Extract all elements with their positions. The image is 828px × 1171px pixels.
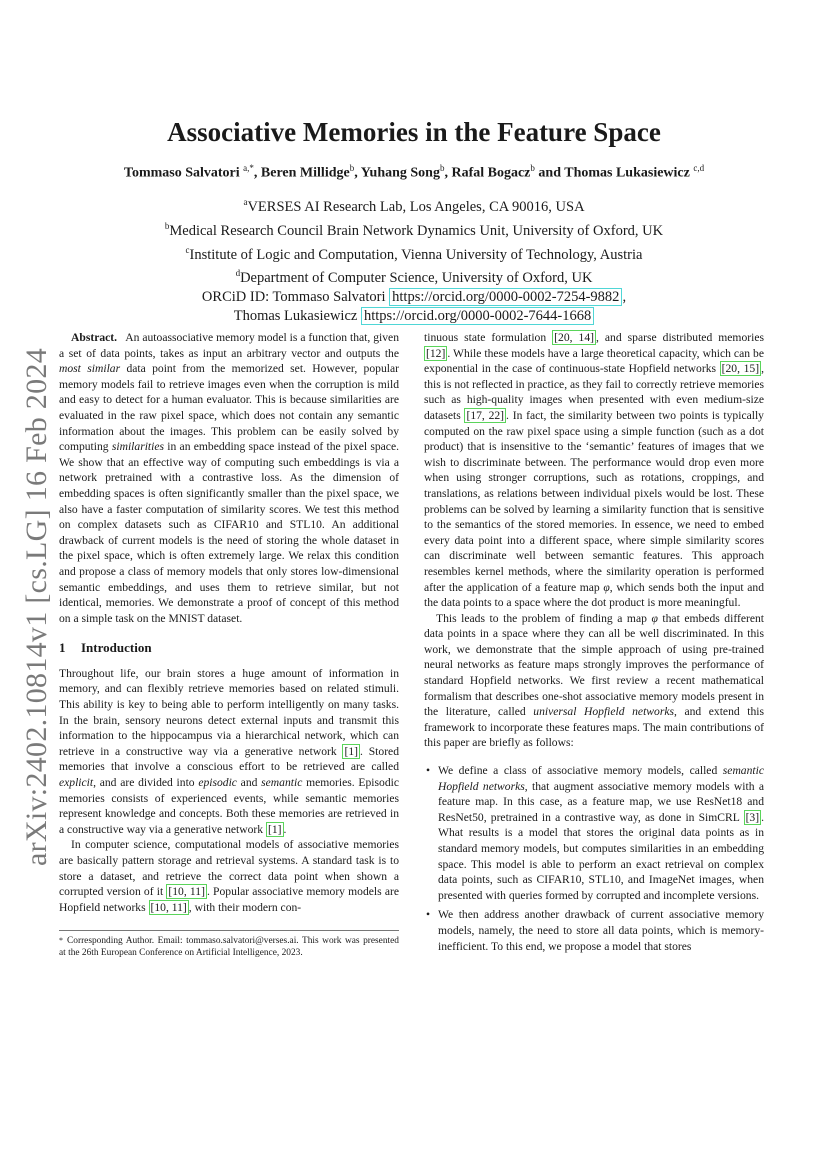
citation-link[interactable]: [10, 11] bbox=[168, 885, 205, 899]
author-name: Rafal Bogacz bbox=[451, 165, 531, 181]
author-name: Tommaso Salvatori bbox=[123, 165, 240, 181]
orcid-line: Thomas Lukasiewicz https://orcid.org/0000-0002-7644-1668 bbox=[0, 307, 828, 326]
affiliation: $^b$Medical Research Council Brain Network Dynamics Unit, University of Oxford, UK bbox=[164, 220, 664, 239]
paper-title: Associative Memories in the Feature Space bbox=[167, 117, 661, 147]
affiliation-list bbox=[0, 193, 828, 326]
abstract-label: Abstract. bbox=[71, 331, 118, 344]
list-item: • We define a class of associative memory models, called semantic Hopfield networks, that augment associative memory models with a feature map. In this case, as a feature map, we use ResNet18 and ResNet50, pretrained in a contrastive way, as done in SimCRL [3] . What results is a model that stores the original data points as in standard memory models, but computes similarities in an embedding space. This model is able to perform an exact retrieval on complex data points, such as CIFAR10, STL10, and ImageNet images, when presented with queries formed by corrupted and incomplete versions. bbox=[426, 764, 764, 902]
contribution-list bbox=[424, 763, 764, 954]
author-affil-mark: b bbox=[349, 163, 355, 173]
intro-paragraph: In computer science, computational models of associative memories are basically pattern storage and retrieval systems. A standard task is to store a dataset, and retrieve the correct data point when shown a corrupted version of it [10, 11] . Popular associative memory models are Hopfield networks [10, 11] , with their modern con- bbox=[59, 838, 399, 914]
author-affil-mark: b bbox=[439, 163, 445, 173]
math-phi: φ bbox=[603, 580, 610, 594]
citation-link[interactable]: [20, 15] bbox=[721, 362, 760, 376]
citation-link[interactable]: [20, 14] bbox=[554, 331, 594, 344]
section-title: Introduction bbox=[81, 640, 152, 656]
citation-link[interactable]: [1] bbox=[268, 822, 282, 836]
body-paragraph: tinuous state formulation [20, 14] , and sparse distributed memories [12] . While these models have a large theoretical capacity, which can be exponential in the case of continuous-state Hopfield networks [20, 15] , this is not reflected in practice, as they fail to correctly retrieve memories such as high-quality images when presented with even medium-size datasets [17, 22] . In fact, the similarity between two points is typically computed on the raw pixel space using a simple function (such as a dot product) that is insensitive to the ‘semantic’ features of images that we wish to discriminate between. The performance would drop even more when using stronger corruptions, such as rotations, croppings, and translations, as relations between individual pixels would be lost. These problems can be solved by learning a similarity function that is sensitive to the semantics of the stored memories. In essence, we need to embed every data point into a different space, where simple similarity scores can discriminate well between semantic features. This approach resembles kernel methods, where the similarity operation is performed after the application of a feature map φ, which sends both the input and the data points to a space where the dot product is more meaningful. bbox=[424, 331, 765, 610]
left-column bbox=[59, 330, 399, 915]
orcid-line: ORCiD ID: Tommaso Salvatori https://orcid.org/0000-0002-7254-9882 , bbox=[201, 289, 627, 306]
abstract: Abstract. An autoassociative memory model is a function that, given a set of data points, takes as input an arbitrary vector and outputs the most similar data point from the memorized set. However, popular memory models fail to retrieve images even when the corruption is mild and easy to detect for a human evaluator. This is because similarities are evaluated in the raw pixel space, which does not contain any semantic information about the images. This problem can be easily solved by computing similarities in an embedding space instead of the pixel space. We show that an effective way of computing such embeddings is via a network pretrained with a contrastive loss. As the dimension of embedding spaces is often significantly smaller than the pixel space, we also have a faster computation of similarity scores. We test this method on complex datasets such as CIFAR10 and STL10. An additional drawback of current models is the need of storing the whole dataset in the pixel space, which is often extremely large. We relax this condition and propose a class of memory models that only stores low-dimensional semantic embeddings, and uses them to retrieve similar, but not identical, memories. We demonstrate a proof of concept of this method on a simple task on the MNIST dataset. bbox=[59, 331, 399, 625]
right-column bbox=[424, 330, 764, 958]
orcid-link-salvatori[interactable]: https://orcid.org/0000-0002-7254-9882 bbox=[389, 288, 622, 306]
arxiv-id: arXiv:2402.10814v1 [cs.LG] 16 Feb 2024 bbox=[20, 347, 53, 867]
author-name: Yuhang Song bbox=[360, 165, 440, 181]
citation-link[interactable]: [12] bbox=[426, 346, 446, 360]
arxiv-sidebar bbox=[20, 347, 53, 867]
footnote-mark: * bbox=[59, 936, 63, 945]
math-phi: φ bbox=[651, 611, 658, 625]
citation-link[interactable]: [17, 22] bbox=[466, 408, 505, 422]
author-affil-mark: a,* bbox=[243, 163, 254, 173]
bullet-icon: • bbox=[426, 764, 431, 778]
citation-link[interactable]: [1] bbox=[344, 744, 359, 758]
affiliation: $^c$Institute of Logic and Computation, Vienna University of Technology, Austria bbox=[185, 244, 643, 263]
section-number: 1 bbox=[59, 640, 66, 656]
intro-paragraph: Throughout life, our brain stores a huge amount of information in memory, and can flexibly retrieve memories based on related stimuli. This ability is key to being able to perform intelligently on many tasks. In the brain, sensory neurons detect external inputs and transmit this information to the hippocampus via a hierarchical network, which can retrieve in a constructive way via a generative network [1] . Stored memories that involve a conscious effort to be retrieved are called explicit, and are divided into episodic and semantic memories. Episodic memories consists of experienced events, while semantic memories represent knowledge and concepts. Both these memories are retrieved in a constructive way via a generative network [1] . bbox=[59, 666, 400, 836]
affiliation: $^a$VERSES AI Research Lab, Los Angeles, CA 90016, USA bbox=[243, 197, 585, 215]
footnote bbox=[59, 930, 399, 959]
footnote-text: Corresponding Author. Email: tommaso.salvatori@verses.ai. This work was presented at the 26th European Conference on Artificial Intelligence, 2023. bbox=[59, 936, 399, 958]
list-item: • We then address another drawback of current associative memory models, namely, the need to store all data points, which is memory-inefficient. To this end, we propose a model that stores bbox=[426, 908, 764, 953]
citation-link[interactable]: [10, 11] bbox=[150, 900, 187, 914]
author-affil-mark: b bbox=[530, 163, 535, 173]
bullet-icon: • bbox=[426, 908, 431, 922]
author-affil-mark: c,d bbox=[693, 163, 705, 173]
author-name: Thomas Lukasiewicz bbox=[564, 165, 690, 181]
body-paragraph: This leads to the problem of finding a map φ that embeds different data points in a space where they can all be well discriminated. In this work, we demonstrate that the simple approach of using pre-trained neural networks as feature maps strongly improves the performance of standard Hopfield networks. We first review a recent mathematical formalism that describes one-shot associative memory models present in the literature, called universal Hopfield networks, and extend this framework to incorporate these features maps. The main contributions of this paper are briefly as follows: bbox=[424, 611, 765, 750]
affiliation: $^d$Department of Computer Science, University of Oxford, UK bbox=[235, 268, 593, 287]
author-name: Beren Millidge bbox=[260, 165, 350, 181]
author-list: Tommaso Salvatori $^{a,*}$, Beren Millidge$^b$, Yuhang Song$^b$, Rafal Bogacz$^b$ and Thomas Lukasiewicz $^{c,d}$ bbox=[123, 163, 705, 181]
citation-link[interactable]: [3] bbox=[745, 810, 760, 824]
orcid-link-lukasiewicz[interactable]: https://orcid.org/0000-0002-7644-1668 bbox=[361, 307, 594, 325]
section-heading bbox=[59, 640, 399, 656]
